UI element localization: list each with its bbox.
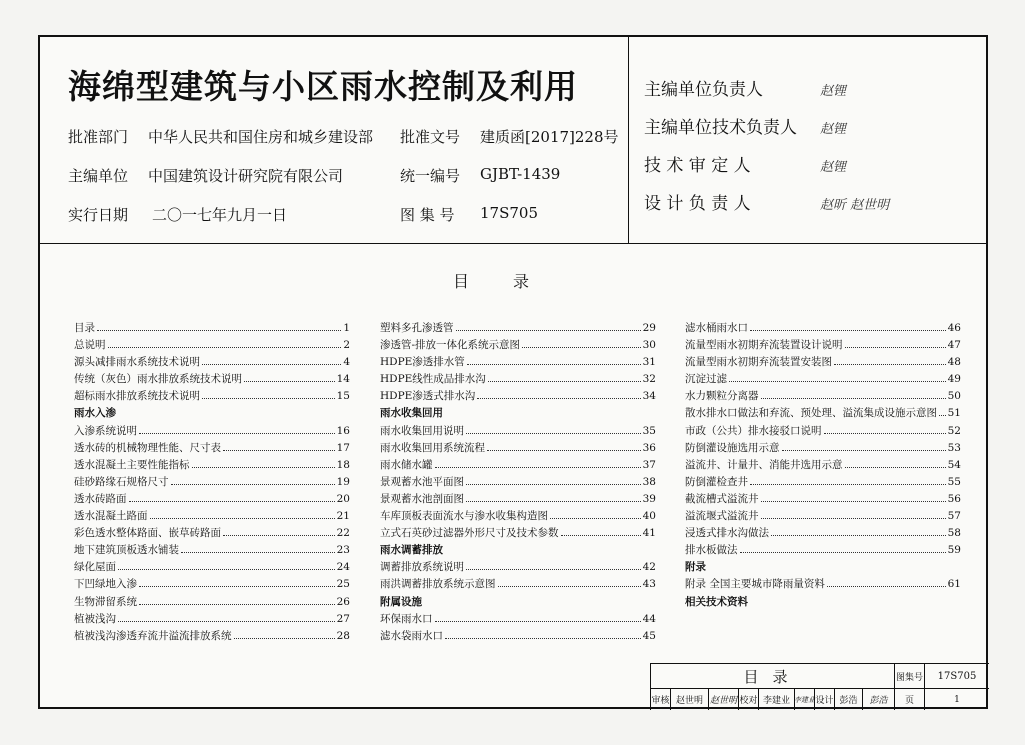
responsible-label: 主编单位技术负责人 bbox=[644, 118, 797, 138]
toc-leader-dots bbox=[761, 398, 946, 399]
toc-entry-page: 18 bbox=[336, 458, 350, 471]
toc-entry bbox=[380, 508, 656, 525]
toc-entry bbox=[74, 320, 350, 337]
toc-entry-title: 透水混凝土路面 bbox=[74, 510, 148, 523]
toc-section-heading bbox=[74, 405, 350, 422]
title-block bbox=[650, 663, 989, 710]
signature: 赵锂 bbox=[820, 160, 847, 175]
toc-entry-title: 防倒灌检查井 bbox=[685, 475, 748, 488]
toc-section-heading bbox=[380, 594, 656, 611]
atlas-title: 海绵型建筑与小区雨水控制及利用 bbox=[68, 67, 578, 106]
toc-entry-title: 景观蓄水池剖面图 bbox=[380, 492, 464, 505]
toc-leader-dots bbox=[487, 450, 641, 451]
toc-leader-dots bbox=[244, 381, 335, 382]
design-label-cell bbox=[815, 689, 835, 710]
approval-dept: 中华人民共和国住房和城乡建设部 bbox=[148, 128, 374, 146]
impl-date-label: 实行日期 bbox=[68, 206, 129, 224]
atlas-no-label: 图 集 号 bbox=[400, 206, 455, 224]
toc-entry-title: 源头减排雨水系统技术说明 bbox=[74, 356, 200, 369]
toc-entry bbox=[380, 628, 656, 645]
toc-entry bbox=[74, 457, 350, 474]
title-block-title-cell bbox=[651, 664, 895, 688]
toc-entry-page: 15 bbox=[336, 390, 350, 403]
toc-leader-dots bbox=[129, 501, 335, 502]
toc-entry-title: 透水混凝土主要性能指标 bbox=[74, 458, 190, 471]
impl-date: 二〇一七年九月一日 bbox=[152, 206, 288, 224]
toc-entry-title: 散水排水口做法和弃流、预处理、溢流集成设施示意图 bbox=[685, 407, 937, 420]
toc-entry-title: 超标雨水排放系统技术说明 bbox=[74, 390, 200, 403]
toc-entry-title: 雨水调蓄排放 bbox=[380, 544, 443, 557]
toc-entry-title: 植被浅沟渗透弃流井溢流排放系统 bbox=[74, 629, 232, 642]
toc-section-heading bbox=[380, 405, 656, 422]
toc-entry-page: 19 bbox=[336, 475, 350, 488]
toc-column-3 bbox=[685, 320, 961, 611]
toc-entry bbox=[74, 474, 350, 491]
toc-leader-dots bbox=[139, 586, 335, 587]
review-label: 审核 bbox=[651, 696, 670, 706]
toc-leader-dots bbox=[771, 535, 946, 536]
toc-entry bbox=[74, 337, 350, 354]
toc-leader-dots bbox=[445, 638, 641, 639]
toc-leader-dots bbox=[498, 586, 641, 587]
toc-column-1 bbox=[74, 320, 350, 645]
toc-entry-page: 39 bbox=[642, 492, 656, 505]
toc-entry-page: 40 bbox=[642, 510, 656, 523]
header-right bbox=[630, 37, 988, 243]
toc-leader-dots bbox=[171, 484, 335, 485]
toc-entry bbox=[74, 525, 350, 542]
title-block-atlas-no: 17S705 bbox=[937, 670, 977, 682]
toc-entry bbox=[685, 371, 961, 388]
toc-entry-page: 27 bbox=[336, 612, 350, 625]
toc-entry-page: 45 bbox=[642, 629, 656, 642]
toc-entry bbox=[685, 576, 961, 593]
toc-entry-title: HDPE渗透式排水沟 bbox=[380, 390, 476, 403]
toc-entry-title: 目录 bbox=[74, 322, 95, 334]
toc-leader-dots bbox=[108, 347, 342, 348]
toc-entry-page: 51 bbox=[947, 407, 961, 420]
toc-entry-page: 38 bbox=[642, 475, 656, 488]
toc-entry-page: 48 bbox=[947, 356, 961, 369]
toc-entry-title: 硅砂路缘石规格尺寸 bbox=[74, 475, 169, 488]
signature: 赵锂 bbox=[820, 122, 847, 137]
toc-entry-title: 附录 bbox=[685, 561, 706, 574]
toc-entry-title: 附录 全国主要城市降雨量资料 bbox=[685, 578, 825, 591]
design-signature-cell bbox=[863, 689, 895, 710]
toc-entry-title: 流量型雨水初期弃流装置设计说明 bbox=[685, 339, 843, 352]
toc-leader-dots bbox=[750, 484, 946, 485]
toc-entry bbox=[380, 320, 656, 337]
approval-doc: 建质函[2017]228号 bbox=[480, 128, 619, 146]
toc-entry-title: 传统（灰色）雨水排放系统技术说明 bbox=[74, 373, 242, 386]
toc-entry-title: 水力颗粒分离器 bbox=[685, 390, 759, 403]
drawing-frame bbox=[38, 35, 988, 709]
atlas-label: 图集号 bbox=[895, 672, 923, 683]
toc-entry bbox=[380, 457, 656, 474]
toc-leader-dots bbox=[467, 364, 641, 365]
toc-entry bbox=[685, 474, 961, 491]
toc-entry bbox=[380, 559, 656, 576]
toc-entry bbox=[74, 371, 350, 388]
review-signature-cell bbox=[709, 689, 739, 710]
toc-leader-dots bbox=[782, 450, 946, 451]
toc-entry bbox=[74, 628, 350, 645]
toc-entry-page: 47 bbox=[947, 339, 961, 352]
toc-entry-page: 50 bbox=[947, 390, 961, 403]
toc-leader-dots bbox=[223, 535, 335, 536]
toc-entry bbox=[685, 405, 961, 422]
toc-entry-page: 14 bbox=[336, 373, 350, 386]
toc-entry-page: 28 bbox=[336, 629, 350, 642]
responsible-row bbox=[644, 75, 846, 100]
design-name-cell bbox=[835, 689, 863, 710]
toc-entry bbox=[74, 440, 350, 457]
toc-entry-title: 雨水收集回用说明 bbox=[380, 424, 464, 437]
responsible-label: 设 计 负 责 人 bbox=[644, 194, 751, 214]
atlas-no: 17S705 bbox=[480, 204, 538, 222]
toc-entry-title: 立式石英砂过滤器外形尺寸及技术参数 bbox=[380, 527, 559, 540]
toc-entry bbox=[380, 525, 656, 542]
toc-entry bbox=[380, 423, 656, 440]
approval-doc-label: 批准文号 bbox=[400, 128, 461, 146]
header-block bbox=[40, 37, 986, 244]
toc-entry bbox=[685, 388, 961, 405]
toc-entry bbox=[380, 491, 656, 508]
toc-leader-dots bbox=[845, 467, 946, 468]
toc-leader-dots bbox=[139, 433, 335, 434]
toc-entry bbox=[685, 508, 961, 525]
toc-entry bbox=[74, 576, 350, 593]
toc-entry bbox=[380, 354, 656, 371]
toc-entry-page: 54 bbox=[947, 458, 961, 471]
title-block-row-1 bbox=[651, 664, 989, 689]
toc-leader-dots bbox=[522, 347, 641, 348]
toc-leader-dots bbox=[740, 552, 946, 553]
atlas-no-cell bbox=[925, 664, 989, 688]
unified-no-label: 统一编号 bbox=[400, 167, 461, 185]
toc-leader-dots bbox=[561, 535, 641, 536]
toc-entry-page: 26 bbox=[336, 595, 350, 608]
toc-entry-page: 46 bbox=[947, 322, 961, 334]
toc-entry bbox=[74, 388, 350, 405]
toc-entry-page: 42 bbox=[642, 561, 656, 574]
toc-leader-dots bbox=[118, 621, 335, 622]
toc-entry bbox=[74, 611, 350, 628]
toc-leader-dots bbox=[97, 330, 341, 331]
toc-entry bbox=[685, 440, 961, 457]
review-signature: 赵世明 bbox=[709, 696, 737, 706]
toc-entry-title: 滤水袋雨水口 bbox=[380, 629, 443, 642]
toc-entry-page: 31 bbox=[642, 356, 656, 369]
toc-entry bbox=[74, 594, 350, 611]
toc-leader-dots bbox=[466, 501, 641, 502]
toc-entry-page: 30 bbox=[642, 339, 656, 352]
toc-entry-title: HDPE渗透排水管 bbox=[380, 356, 465, 369]
toc-leader-dots bbox=[435, 621, 641, 622]
toc-leader-dots bbox=[488, 381, 641, 382]
toc-entry bbox=[380, 337, 656, 354]
toc-entry-page: 4 bbox=[343, 356, 350, 369]
toc-entry bbox=[685, 491, 961, 508]
toc-entry-title: 溢流井、计量井、消能井选用示意 bbox=[685, 458, 843, 471]
check-signature-cell bbox=[795, 689, 815, 710]
toc-leader-dots bbox=[939, 415, 946, 416]
toc-leader-dots bbox=[761, 501, 946, 502]
toc-entry-title: 塑料多孔渗透管 bbox=[380, 322, 454, 334]
toc-entry bbox=[380, 388, 656, 405]
toc-entry-page: 34 bbox=[642, 390, 656, 403]
toc-leader-dots bbox=[550, 518, 641, 519]
toc-entry bbox=[685, 354, 961, 371]
toc-leader-dots bbox=[761, 518, 946, 519]
toc-leader-dots bbox=[845, 347, 946, 348]
toc-entry-title: 滤水桶雨水口 bbox=[685, 322, 748, 334]
toc-leader-dots bbox=[827, 586, 946, 587]
toc-leader-dots bbox=[139, 604, 335, 605]
page-no: 1 bbox=[954, 694, 960, 705]
toc-leader-dots bbox=[192, 467, 335, 468]
toc-entry-page: 56 bbox=[947, 492, 961, 505]
toc-entry-title: 排水板做法 bbox=[685, 544, 738, 557]
toc-leader-dots bbox=[202, 364, 341, 365]
toc-entry-title: 总说明 bbox=[74, 339, 106, 352]
toc-entry-page: 25 bbox=[336, 578, 350, 591]
responsible-label: 技 术 审 定 人 bbox=[644, 156, 751, 176]
toc-entry-title: 雨水收集回用 bbox=[380, 407, 443, 420]
title-block-row-2 bbox=[651, 689, 989, 710]
toc-entry-page: 59 bbox=[947, 544, 961, 557]
toc-leader-dots bbox=[477, 398, 640, 399]
toc-leader-dots bbox=[456, 330, 641, 331]
toc-entry-page: 44 bbox=[642, 612, 656, 625]
toc-entry bbox=[380, 474, 656, 491]
toc-leader-dots bbox=[466, 433, 641, 434]
toc-entry-page: 21 bbox=[336, 510, 350, 523]
review-name-cell bbox=[671, 689, 709, 710]
toc-entry-page: 23 bbox=[336, 544, 350, 557]
toc-leader-dots bbox=[118, 569, 335, 570]
responsible-row bbox=[644, 113, 846, 138]
toc-section-heading bbox=[685, 559, 961, 576]
toc-entry-page: 52 bbox=[947, 424, 961, 437]
chief-unit-label: 主编单位 bbox=[68, 167, 129, 185]
toc-entry-page: 41 bbox=[642, 527, 656, 540]
toc-entry-page: 49 bbox=[947, 373, 961, 386]
toc-entry-title: 雨水储水罐 bbox=[380, 458, 433, 471]
page-no-cell bbox=[925, 689, 989, 710]
toc-entry bbox=[74, 508, 350, 525]
review-name: 赵世明 bbox=[675, 696, 703, 706]
design-label: 设计 bbox=[815, 696, 834, 706]
toc-leader-dots bbox=[202, 398, 335, 399]
toc-entry-title: 植被浅沟 bbox=[74, 612, 116, 625]
toc-entry-page: 22 bbox=[336, 527, 350, 540]
toc-entry bbox=[74, 559, 350, 576]
responsible-row bbox=[644, 189, 889, 214]
signature: 赵锂 bbox=[820, 84, 847, 99]
toc-leader-dots bbox=[181, 552, 335, 553]
toc-entry-page: 37 bbox=[642, 458, 656, 471]
toc-entry-page: 24 bbox=[336, 561, 350, 574]
toc-entry-title: 景观蓄水池平面图 bbox=[380, 475, 464, 488]
unified-no: GJBT-1439 bbox=[480, 165, 561, 183]
toc-entry-page: 35 bbox=[642, 424, 656, 437]
responsible-row bbox=[644, 151, 846, 176]
toc-entry-title: 环保雨水口 bbox=[380, 612, 433, 625]
toc-leader-dots bbox=[824, 433, 946, 434]
toc-entry-title: 透水砖路面 bbox=[74, 492, 127, 505]
title-block-title: 目录 bbox=[743, 667, 802, 686]
toc-leader-dots bbox=[729, 381, 946, 382]
toc-entry-page: 1 bbox=[343, 322, 350, 334]
toc-entry-page: 17 bbox=[336, 441, 350, 454]
toc-entry-page: 57 bbox=[947, 510, 961, 523]
toc-section-heading bbox=[380, 542, 656, 559]
check-label: 校对 bbox=[739, 696, 758, 706]
toc-title: 目录 bbox=[452, 272, 573, 291]
toc-entry-page: 43 bbox=[642, 578, 656, 591]
toc-entry bbox=[380, 440, 656, 457]
toc-entry-title: 市政（公共）排水接驳口说明 bbox=[685, 424, 822, 437]
toc-entry-page: 55 bbox=[947, 475, 961, 488]
toc-entry-title: 入渗系统说明 bbox=[74, 424, 137, 437]
toc-entry bbox=[685, 542, 961, 559]
toc-entry-title: 调蓄排放系统说明 bbox=[380, 561, 464, 574]
toc-entry-page: 2 bbox=[343, 339, 350, 352]
toc-entry-title: 截流槽式溢流井 bbox=[685, 492, 759, 505]
toc-entry bbox=[685, 457, 961, 474]
toc-entry-title: 防倒灌设施选用示意 bbox=[685, 441, 780, 454]
toc-leader-dots bbox=[834, 364, 946, 365]
review-label-cell bbox=[651, 689, 671, 710]
toc-column-2 bbox=[380, 320, 656, 645]
toc-entry-title: 流量型雨水初期弃流装置安装图 bbox=[685, 356, 832, 369]
toc-entry bbox=[380, 611, 656, 628]
toc-entry-title: 透水砖的机械物理性能、尺寸表 bbox=[74, 441, 221, 454]
toc-entry bbox=[380, 576, 656, 593]
toc-entry-page: 32 bbox=[642, 373, 656, 386]
toc-entry bbox=[74, 354, 350, 371]
toc-entry-title: 雨水入渗 bbox=[74, 407, 116, 420]
toc-leader-dots bbox=[223, 450, 335, 451]
responsible-label: 主编单位负责人 bbox=[644, 80, 763, 100]
check-name-cell bbox=[759, 689, 795, 710]
approval-dept-label: 批准部门 bbox=[68, 128, 129, 146]
toc-leader-dots bbox=[466, 569, 641, 570]
page-label-cell bbox=[895, 689, 925, 710]
toc-entry-title: 地下建筑顶板透水铺装 bbox=[74, 544, 179, 557]
check-signature: 李建业 bbox=[794, 695, 815, 704]
signature: 赵昕 赵世明 bbox=[820, 198, 890, 213]
toc-leader-dots bbox=[435, 467, 641, 468]
toc-entry-title: 下凹绿地入渗 bbox=[74, 578, 137, 591]
check-name: 李建业 bbox=[762, 696, 790, 706]
atlas-label-cell bbox=[895, 664, 925, 688]
toc-leader-dots bbox=[466, 484, 641, 485]
toc-entry bbox=[74, 491, 350, 508]
toc-entry bbox=[74, 542, 350, 559]
page-label: 页 bbox=[904, 696, 914, 706]
toc-leader-dots bbox=[150, 518, 335, 519]
toc-entry-page: 16 bbox=[336, 424, 350, 437]
toc-entry bbox=[74, 423, 350, 440]
toc-entry bbox=[685, 525, 961, 542]
toc-entry-title: 生物滞留系统 bbox=[74, 595, 137, 608]
toc-leader-dots bbox=[750, 330, 946, 331]
header-left bbox=[40, 37, 629, 243]
toc-entry-page: 29 bbox=[642, 322, 656, 334]
toc-section-heading bbox=[685, 594, 961, 611]
toc-entry-title: 雨水收集回用系统流程 bbox=[380, 441, 485, 454]
toc-entry-title: 车库顶板表面流水与渗水收集构造图 bbox=[380, 510, 548, 523]
toc-entry-page: 20 bbox=[336, 492, 350, 505]
toc-entry bbox=[685, 337, 961, 354]
toc-entry-title: 雨洪调蓄排放系统示意图 bbox=[380, 578, 496, 591]
toc-entry-title: 附属设施 bbox=[380, 595, 422, 608]
toc-entry-title: 溢流堰式溢流井 bbox=[685, 510, 759, 523]
toc-entry-title: 相关技术资料 bbox=[685, 595, 748, 608]
toc-entry-title: 彩色透水整体路面、嵌草砖路面 bbox=[74, 527, 221, 540]
toc-entry-title: HDPE线性成品排水沟 bbox=[380, 373, 486, 386]
toc-entry-page: 36 bbox=[642, 441, 656, 454]
toc-entry-page: 53 bbox=[947, 441, 961, 454]
toc-entry-title: 绿化屋面 bbox=[74, 561, 116, 574]
design-signature: 彭浩 bbox=[869, 696, 888, 706]
toc-entry bbox=[685, 320, 961, 337]
toc-entry bbox=[685, 423, 961, 440]
toc-leader-dots bbox=[234, 638, 335, 639]
toc-entry-title: 沉淀过滤 bbox=[685, 373, 727, 386]
chief-unit: 中国建筑设计研究院有限公司 bbox=[148, 167, 344, 185]
toc-entry-page: 61 bbox=[947, 578, 961, 591]
toc-entry bbox=[380, 371, 656, 388]
toc-entry-title: 浸透式排水沟做法 bbox=[685, 527, 769, 540]
check-label-cell bbox=[739, 689, 759, 710]
toc-entry-page: 58 bbox=[947, 527, 961, 540]
design-name: 彭浩 bbox=[839, 696, 858, 706]
toc-entry-title: 渗透管-排放一体化系统示意图 bbox=[380, 339, 521, 352]
